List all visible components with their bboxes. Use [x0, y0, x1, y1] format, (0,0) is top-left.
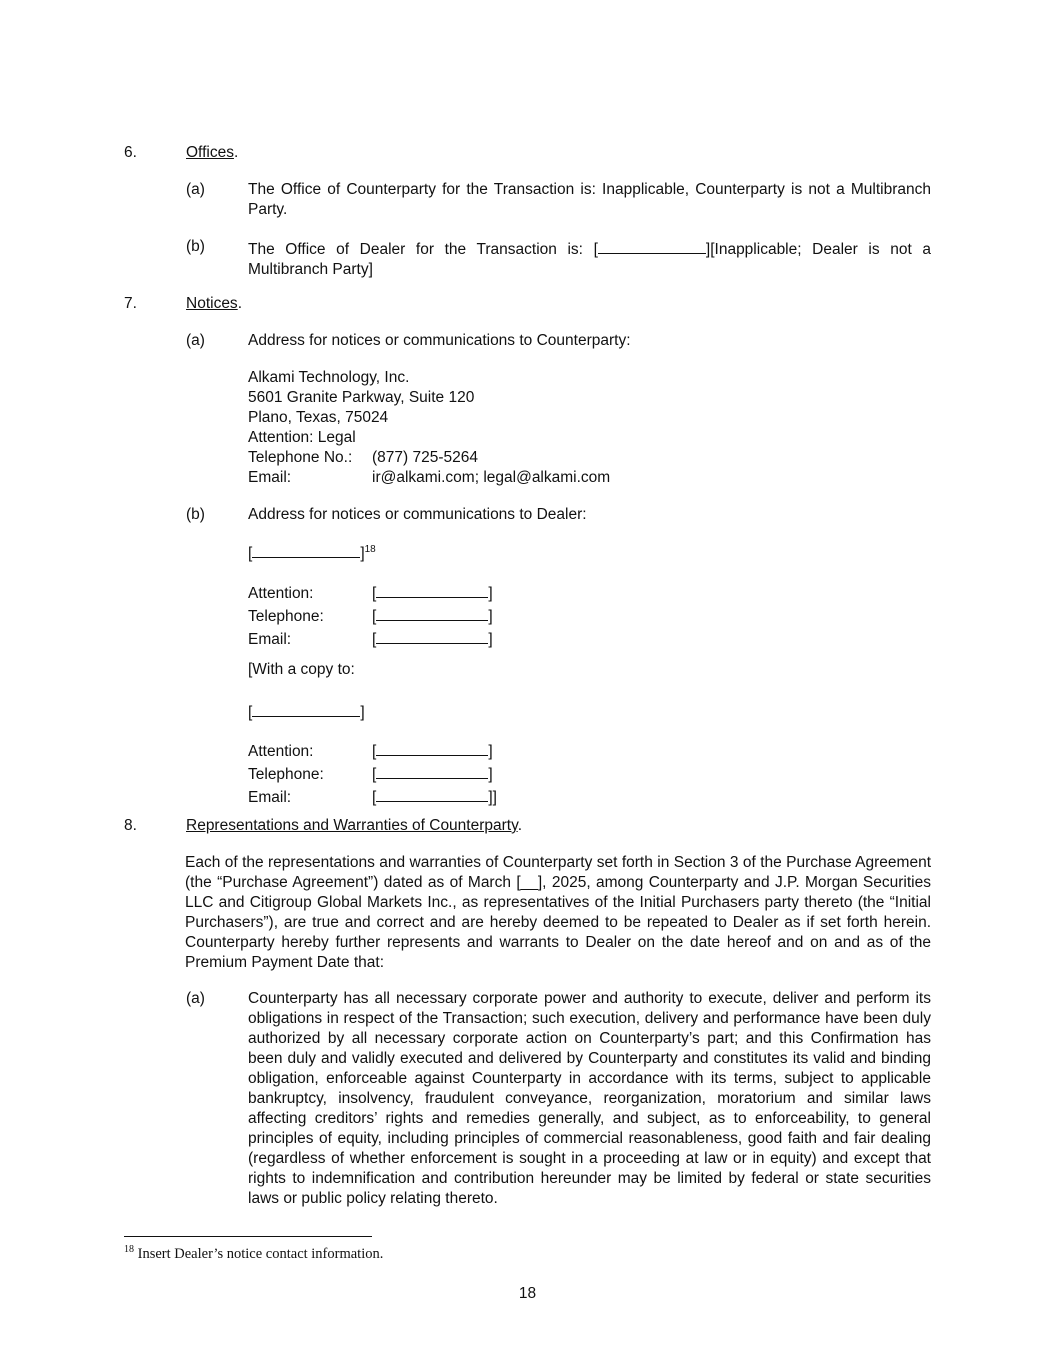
section-8-heading-text: Representations and Warranties of Counterparty: [186, 817, 518, 834]
dealer-attention-row: Attention: [ ]: [248, 581, 493, 604]
section-6b-text-pre: The Office of Dealer for the Transaction is: [: [248, 241, 598, 258]
copy-address-blank: [ ]: [248, 700, 365, 723]
section-7b-text: Address for notices or communications to Dealer:: [248, 506, 587, 523]
telephone-label: Telephone:: [248, 608, 324, 625]
section-6a-label: (a): [186, 181, 205, 198]
address-email-row: [248, 468, 610, 488]
dealer-address-line: [252, 541, 360, 558]
office-dealer-blank: [598, 237, 706, 254]
page-number: 18: [518, 1285, 537, 1302]
address-attention: Attention: Legal: [248, 429, 356, 446]
section-6-heading-text: Offices: [186, 144, 234, 161]
telephone-label: Telephone No.:: [248, 449, 353, 466]
section-8a-text: Counterparty has all necessary corporate power and authority to execute, deliver and perform its obligations in respect of the Transaction; such execution, delivery and performance have been duly authorized by all necessary corporate action on Counterparty’s part; and this Confirmation has been duly and validly executed and delivered by Counterparty and constitutes its valid and binding obligation, enforceable against Counterparty in accordance with its terms, subject to applicable bankruptcy, insolvency, fraudulent conveyance, reorganization, moratorium and similar laws affecting creditors’ rights and remedies generally, and subject, as to enforceability, to general principles of equity, including principles of commercial reasonableness, good faith and fair dealing (regardless of whether enforcement is sought in a proceeding at law or in equity) and except that rights to indemnification and contribution hereunder may be limited by federal or state securities laws or public policy relating thereto.: [248, 990, 931, 1207]
section-6-heading: Offices.: [186, 144, 239, 161]
footnote-ref: 18: [364, 543, 376, 555]
section-6b-text-post: ][Inapplicable; Dealer is not a Multibranch Party]: [248, 241, 931, 278]
counterparty-address-block: [248, 368, 610, 488]
address-line-1: 5601 Granite Parkway, Suite 120: [248, 389, 475, 406]
section-8-heading: Representations and Warranties of Counterparty.: [186, 817, 523, 834]
section-7a-text: Address for notices or communications to Counterparty:: [248, 332, 631, 349]
copy-telephone-row: Telephone: [ ]: [248, 762, 497, 785]
attention-label: Attention:: [248, 743, 314, 760]
section-7a-label: (a): [186, 332, 205, 349]
dealer-address-blank: [ ]$^{18}$: [248, 541, 376, 564]
dealer-contact-block: [248, 581, 493, 650]
copy-contact-block: [248, 739, 497, 808]
section-6b-text: [248, 237, 931, 280]
section-6b-label: (b): [186, 238, 205, 255]
telephone-blank: [376, 762, 488, 779]
telephone-label: Telephone:: [248, 766, 324, 783]
attention-blank: [376, 581, 488, 598]
dealer-telephone-row: Telephone: [ ]: [248, 604, 493, 627]
section-6a-text: The Office of Counterparty for the Transaction is: Inapplicable, Counterparty is not a Multibranch Party.: [248, 181, 931, 218]
email-blank: [376, 785, 488, 802]
footnote: [124, 1244, 383, 1264]
email-label: Email:: [248, 469, 292, 486]
telephone-value: (877) 725-5264: [372, 449, 478, 466]
section-8a-label: (a): [186, 990, 205, 1007]
copy-email-row: Email: [ ]]: [248, 785, 497, 808]
section-7-number: 7.: [124, 295, 137, 312]
footnote-text: Insert Dealer’s notice contact information.: [134, 1246, 384, 1262]
telephone-blank: [376, 604, 488, 621]
section-8-intro: Each of the representations and warranties of Counterparty set forth in Section 3 of the Purchase Agreement (the “Purchase Agreement”) dated as of March [__], 2025, among Counterparty and J.P. Morgan Securities LLC and Citigroup Global Markets Inc., as representatives of the Initial Purchasers party thereto (the “Initial Purchasers”), are true and correct and are hereby deemed to be repeated to Dealer as if set forth herein. Counterparty hereby further represents and warrants to Dealer on the date hereof and on and as of the Premium Payment Date that:: [185, 854, 931, 971]
copy-address-line: [252, 700, 360, 717]
section-7-heading: Notices.: [186, 295, 242, 312]
email-blank: [376, 627, 488, 644]
copy-to-text: [With a copy to:: [248, 661, 355, 678]
section-7b-label: (b): [186, 506, 205, 523]
attention-blank: [376, 739, 488, 756]
email-label: Email:: [248, 631, 292, 648]
section-7-heading-text: Notices: [186, 295, 238, 312]
section-8-number: 8.: [124, 817, 137, 834]
attention-label: Attention:: [248, 585, 314, 602]
footnote-rule: [124, 1236, 372, 1237]
address-name: Alkami Technology, Inc.: [248, 369, 410, 386]
address-telephone-row: [248, 448, 610, 468]
section-6-number: 6.: [124, 144, 137, 161]
email-label: Email:: [248, 789, 292, 806]
address-line-2: Plano, Texas, 75024: [248, 409, 389, 426]
footnote-number: 18: [124, 1244, 134, 1256]
email-value: ir@alkami.com; legal@alkami.com: [372, 469, 611, 486]
dealer-email-row: Email: [ ]: [248, 627, 493, 650]
copy-attention-row: Attention: [ ]: [248, 739, 497, 762]
